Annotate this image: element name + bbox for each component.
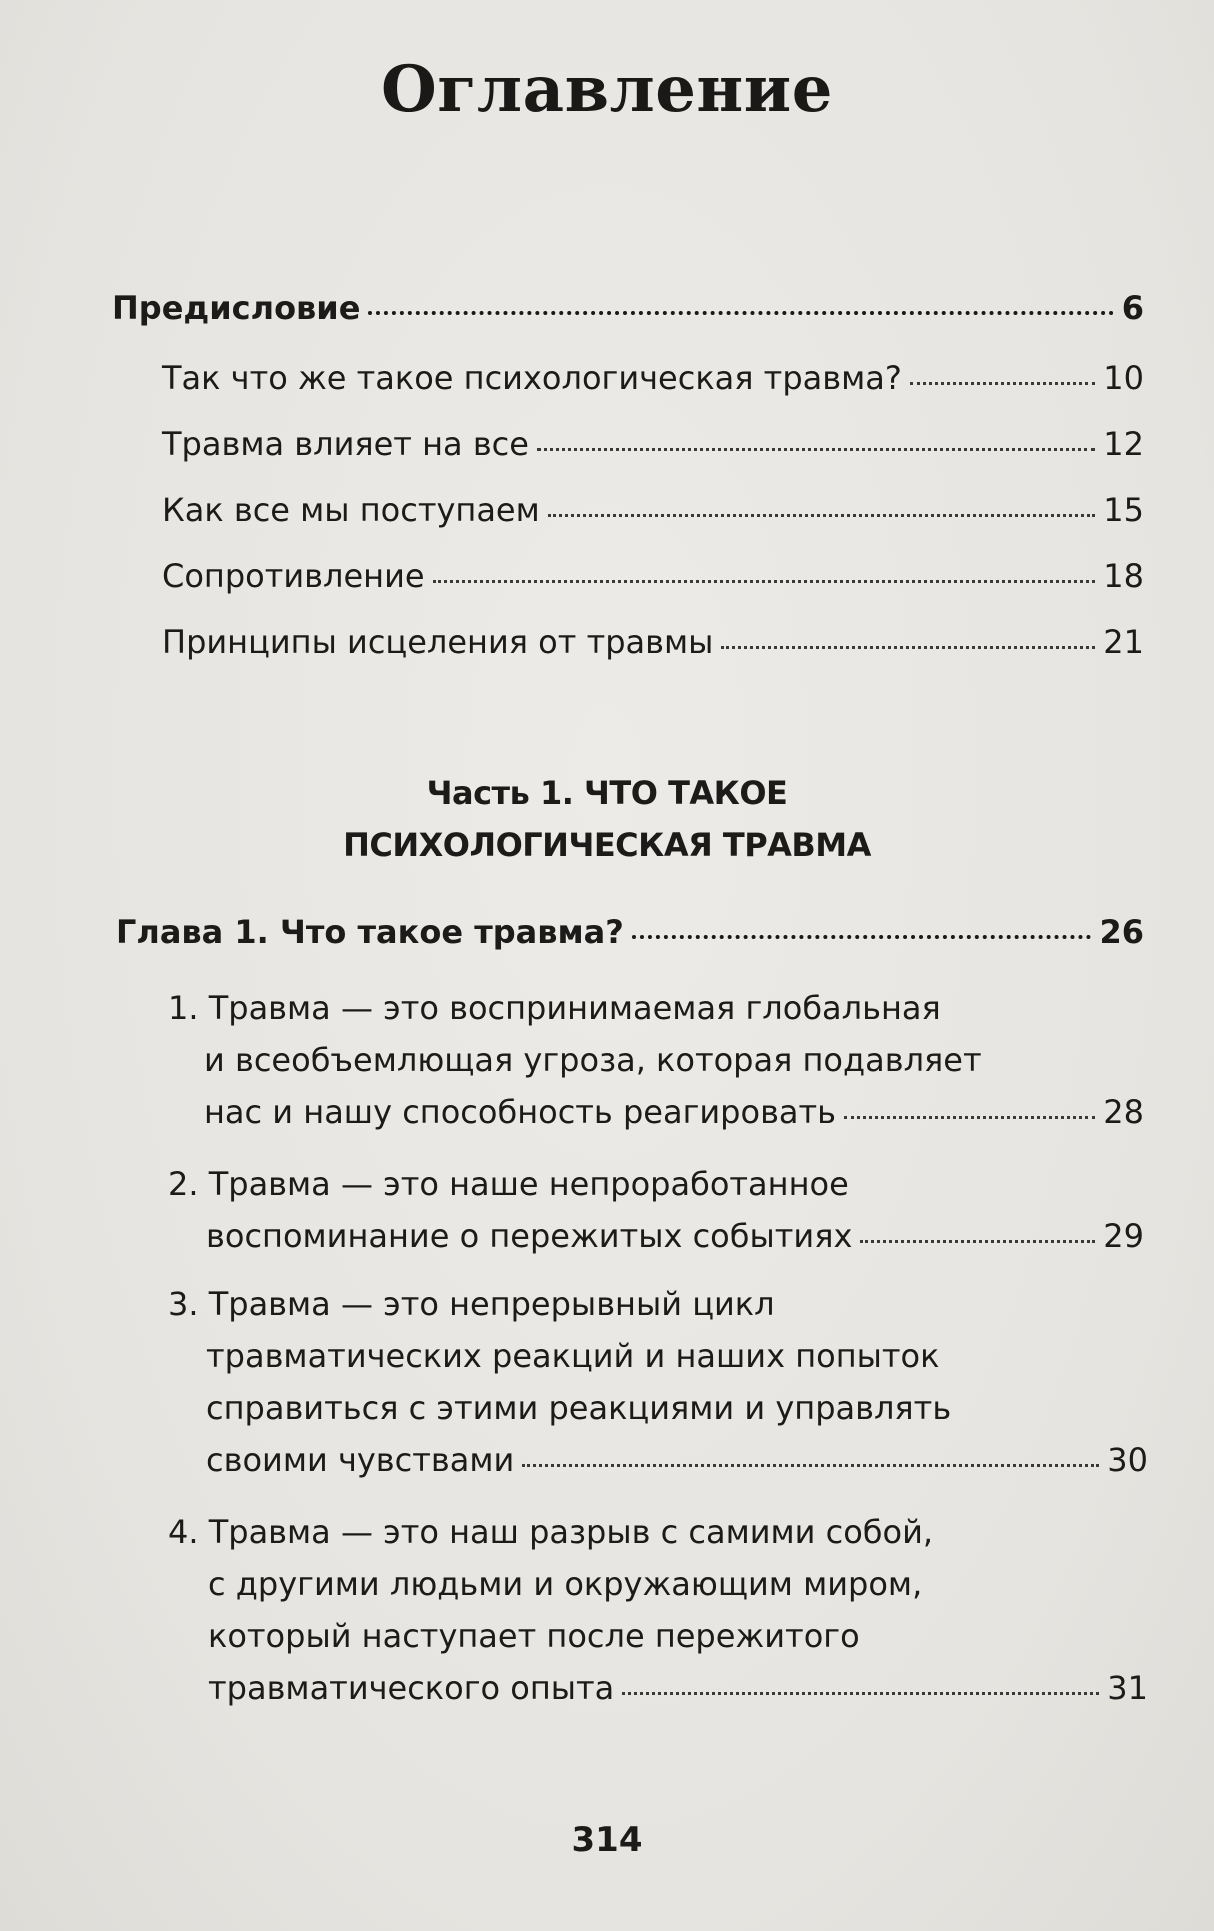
toc-entry-page: 12 [1103, 425, 1144, 463]
dot-leader [537, 448, 1095, 451]
toc-entry-page: 26 [1099, 913, 1144, 951]
toc-entry-line: 2. Травма — это наше непроработанное [168, 1165, 849, 1203]
toc-entry [0, 556, 1214, 596]
toc-entry-label: Травма влияет на все [162, 425, 529, 463]
toc-entry [0, 424, 1214, 464]
toc-entry [0, 622, 1214, 662]
toc-entry-page: 15 [1103, 491, 1144, 529]
toc-entry-label: воспоминание о пережитых событиях [206, 1217, 853, 1255]
toc-entry [0, 490, 1214, 530]
dot-leader [622, 1692, 1099, 1695]
dot-leader [721, 646, 1095, 649]
toc-entry-label: Как все мы поступаем [162, 491, 540, 529]
toc-entry-page: 10 [1103, 359, 1144, 397]
toc-entry-page: 18 [1103, 557, 1144, 595]
toc-entry-page: 6 [1121, 289, 1144, 327]
toc-entry-line: и всеобъемлющая угроза, которая подавляет [204, 1041, 982, 1079]
page-title: Оглавление [381, 52, 833, 127]
toc-entry-label: нас и нашу способность реагировать [204, 1093, 837, 1131]
toc-entry-line: с другими людьми и окружающим миром, [208, 1565, 923, 1603]
dot-leader [632, 935, 1092, 939]
toc-entry-page: 31 [1107, 1669, 1148, 1707]
page-number: 314 [571, 1820, 643, 1860]
toc-entry-label: своими чувствами [206, 1441, 515, 1479]
dot-leader [522, 1464, 1099, 1467]
toc-entry-label: Сопротивление [162, 557, 425, 595]
toc-entry-label: Так что же такое психологическая травма? [162, 359, 902, 397]
toc-entry-last-line [0, 1086, 1214, 1138]
toc-entry-last-line [0, 1434, 1214, 1486]
toc-entry-line: 4. Травма — это наш разрыв с самими собой, [168, 1513, 934, 1551]
dot-leader [844, 1116, 1095, 1119]
dot-leader [860, 1240, 1095, 1243]
toc-entry-line: 3. Травма — это непрерывный цикл [168, 1285, 775, 1323]
dot-leader [910, 382, 1095, 385]
toc-entry-line: справиться с этими реакциями и управлять [206, 1389, 952, 1427]
toc-entry-line: травматических реакций и наших попыток [206, 1337, 940, 1375]
toc-entry [0, 1278, 1214, 1486]
toc-entry-last-line [0, 1662, 1214, 1714]
toc-entry-line: который наступает после пережитого [208, 1617, 860, 1655]
toc-entry [0, 1158, 1214, 1262]
toc-entry-line: 1. Травма — это воспринимаемая глобальная [168, 989, 941, 1027]
part-heading-line: Часть 1. ЧТО ТАКОЕ [426, 774, 788, 812]
toc-entry-page: 29 [1103, 1217, 1144, 1255]
toc-entry [0, 358, 1214, 398]
toc-entry-label: Предисловие [112, 289, 361, 327]
toc-entry [0, 1506, 1214, 1714]
dot-leader [548, 514, 1096, 517]
toc-entry-label: Принципы исцеления от травмы [162, 623, 714, 661]
toc-entry-page: 21 [1103, 623, 1144, 661]
toc-entry-page: 30 [1107, 1441, 1148, 1479]
dot-leader [433, 580, 1096, 583]
toc-entry [0, 982, 1214, 1138]
part-heading-line: ПСИХОЛОГИЧЕСКАЯ ТРАВМА [343, 826, 871, 864]
toc-entry-label: травматического опыта [208, 1669, 615, 1707]
toc-entry-chapter-1 [0, 912, 1214, 952]
part-heading [0, 767, 1214, 871]
toc-entry-label: Глава 1. Что такое травма? [116, 913, 624, 951]
toc-entry-preface [0, 288, 1214, 328]
toc-entry-page: 28 [1103, 1093, 1144, 1131]
dot-leader [368, 311, 1113, 315]
toc-entry-last-line [0, 1210, 1214, 1262]
